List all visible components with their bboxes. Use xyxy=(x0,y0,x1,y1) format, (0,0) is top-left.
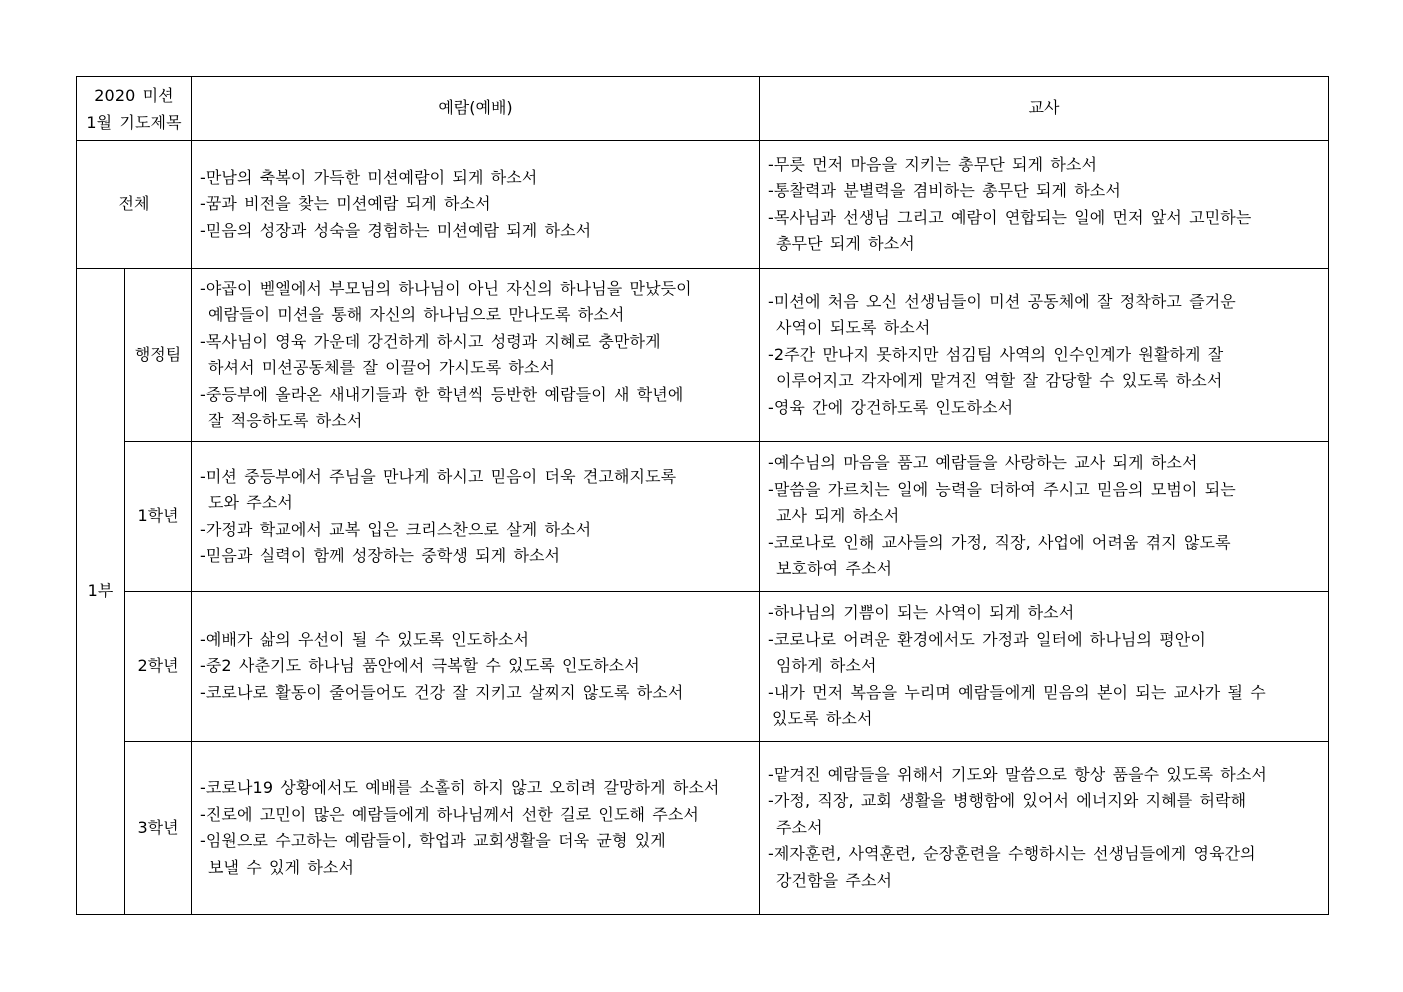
prayer-item: -야곱이 벧엘에서 부모님의 하나님이 아닌 자신의 하나님을 만났듯이 xyxy=(200,278,692,298)
header-title-month: 1월 기도제목 xyxy=(86,112,182,132)
prayer-item: -하나님의 기쁨이 되는 사역이 되게 하소서 xyxy=(768,603,1075,623)
admin-team-teachers-cell xyxy=(760,269,1329,442)
grade-2-teachers-cell xyxy=(760,592,1329,742)
header-students-column: 예람(예배) xyxy=(192,77,760,141)
row-label-grade-2: 2학년 xyxy=(125,592,192,742)
overall-students-cell xyxy=(192,141,760,269)
table-row-grade-1 xyxy=(77,442,1329,592)
row-label-grade-3: 3학년 xyxy=(125,742,192,915)
table-row-grade-2 xyxy=(77,592,1329,742)
overall-teachers-cell xyxy=(760,141,1329,269)
prayer-item: -제자훈련, 사역훈련, 순장훈련을 수행하시는 선생님들에게 영육간의 xyxy=(768,844,1256,864)
prayer-item: -임원으로 수고하는 예람들이, 학업과 교회생활을 더욱 균형 있게 xyxy=(200,831,666,850)
grade-2-students-cell xyxy=(192,592,760,742)
prayer-topics-table xyxy=(76,76,1329,915)
table-row-grade-3 xyxy=(77,742,1329,915)
prayer-item: -진로에 고민이 많은 예람들에게 하나님께서 선한 길로 인도해 주소서 xyxy=(200,804,699,824)
prayer-item: -목사님이 영육 가운데 강건하게 하시고 성령과 지혜로 충만하게 xyxy=(200,331,661,351)
prayer-item: -코로나로 활동이 줄어들어도 건강 잘 지키고 살찌지 않도록 하소서 xyxy=(200,682,684,702)
grade-3-students-cell xyxy=(192,742,760,915)
prayer-item: -목사님과 선생님 그리고 예람이 연합되는 일에 먼저 앞서 고민하는 xyxy=(768,207,1252,227)
prayer-item: -미션에 처음 오신 선생님들이 미션 공동체에 잘 정착하고 즐거운 xyxy=(768,291,1236,311)
row-label-admin-team: 행정팀 xyxy=(125,269,192,442)
prayer-item-continuation: 보호하여 주소서 xyxy=(776,559,893,579)
row-label-part1: 1부 xyxy=(77,269,125,915)
grade-1-students-cell xyxy=(192,442,760,592)
prayer-item: -코로나로 인해 교사들의 가정, 직장, 사업에 어려움 겪지 않도록 xyxy=(768,532,1231,552)
prayer-item: -믿음의 성장과 성숙을 경험하는 미션예람 되게 하소서 xyxy=(200,220,592,240)
prayer-item-continuation: 사역이 되도록 하소서 xyxy=(776,318,931,338)
prayer-item: -예수님의 마음을 품고 예람들을 사랑하는 교사 되게 하소서 xyxy=(768,453,1198,473)
table-row-admin-team xyxy=(77,269,1329,442)
prayer-item: -가정, 직장, 교회 생활을 병행함에 있어서 에너지와 지혜를 허락해 xyxy=(768,791,1247,811)
prayer-item: -예배가 삶의 우선이 될 수 있도록 인도하소서 xyxy=(200,629,529,649)
header-corner-cell xyxy=(77,77,192,141)
prayer-item-continuation: 보낼 수 있게 하소서 xyxy=(208,857,355,877)
prayer-item: -맡겨진 예람들을 위해서 기도와 말씀으로 항상 품을수 있도록 하소서 xyxy=(768,764,1267,784)
prayer-item-continuation: 하셔서 미션공동체를 잘 이끌어 가시도록 하소서 xyxy=(208,358,556,377)
prayer-item-continuation: 강건함을 주소서 xyxy=(776,870,893,890)
prayer-item: -믿음과 실력이 함께 성장하는 중학생 되게 하소서 xyxy=(200,546,561,565)
prayer-item: -중2 사춘기도 하나님 품안에서 극복할 수 있도록 인도하소서 xyxy=(200,656,640,676)
table-row-overall xyxy=(77,141,1329,269)
prayer-item: -내가 먼저 복음을 누리며 예람들에게 믿음의 본이 되는 교사가 될 수 xyxy=(768,682,1266,702)
prayer-item-continuation: 임하게 하소서 xyxy=(776,656,877,676)
admin-team-students-cell xyxy=(192,269,760,442)
prayer-item: -코로나로 어려운 환경에서도 가정과 일터에 하나님의 평안이 xyxy=(768,629,1206,649)
grade-3-teachers-cell xyxy=(760,742,1329,915)
prayer-item: -코로나19 상황에서도 예배를 소홀히 하지 않고 오히려 갈망하게 하소서 xyxy=(200,778,720,797)
prayer-item-continuation: 예람들이 미션을 통해 자신의 하나님으로 만나도록 하소서 xyxy=(208,305,625,324)
prayer-item: -말씀을 가르치는 일에 능력을 더하여 주시고 믿음의 모범이 되는 xyxy=(768,479,1236,499)
header-teachers-column: 교사 xyxy=(760,77,1329,141)
prayer-item-continuation: 잘 적응하도록 하소서 xyxy=(208,411,363,430)
prayer-item: -가정과 학교에서 교복 입은 크리스찬으로 살게 하소서 xyxy=(200,519,592,539)
header-title-year: 2020 미션 xyxy=(94,85,174,105)
prayer-item-continuation: 주소서 xyxy=(776,817,823,837)
prayer-item: -꿈과 비전을 찾는 미션예람 되게 하소서 xyxy=(200,194,491,214)
grade-1-teachers-cell xyxy=(760,442,1329,592)
prayer-item: -2주간 만나지 못하지만 섬김팀 사역의 인수인계가 원활하게 잘 xyxy=(768,344,1224,364)
prayer-item-continuation: 이루어지고 각자에게 맡겨진 역할 잘 감당할 수 있도록 하소서 xyxy=(776,371,1223,391)
prayer-item-continuation: 있도록 하소서 xyxy=(772,709,873,729)
row-label-grade-1: 1학년 xyxy=(125,442,192,592)
header-row xyxy=(77,77,1329,141)
prayer-item-continuation: 교사 되게 하소서 xyxy=(776,506,900,526)
prayer-item: -중등부에 올라온 새내기들과 한 학년씩 등반한 예람들이 새 학년에 xyxy=(200,384,684,404)
prayer-item-continuation: 총무단 되게 하소서 xyxy=(776,234,915,253)
prayer-item: -미션 중등부에서 주님을 만나게 하시고 믿음이 더욱 견고해지도록 xyxy=(200,466,677,486)
row-label-overall: 전체 xyxy=(77,141,192,269)
prayer-item: -무릇 먼저 마음을 지키는 총무단 되게 하소서 xyxy=(768,154,1097,174)
prayer-item: -영육 간에 강건하도록 인도하소서 xyxy=(768,397,1014,417)
prayer-item-continuation: 도와 주소서 xyxy=(208,493,293,512)
prayer-item: -만남의 축복이 가득한 미션예람이 되게 하소서 xyxy=(200,167,538,187)
prayer-item: -통찰력과 분별력을 겸비하는 총무단 되게 하소서 xyxy=(768,181,1121,200)
